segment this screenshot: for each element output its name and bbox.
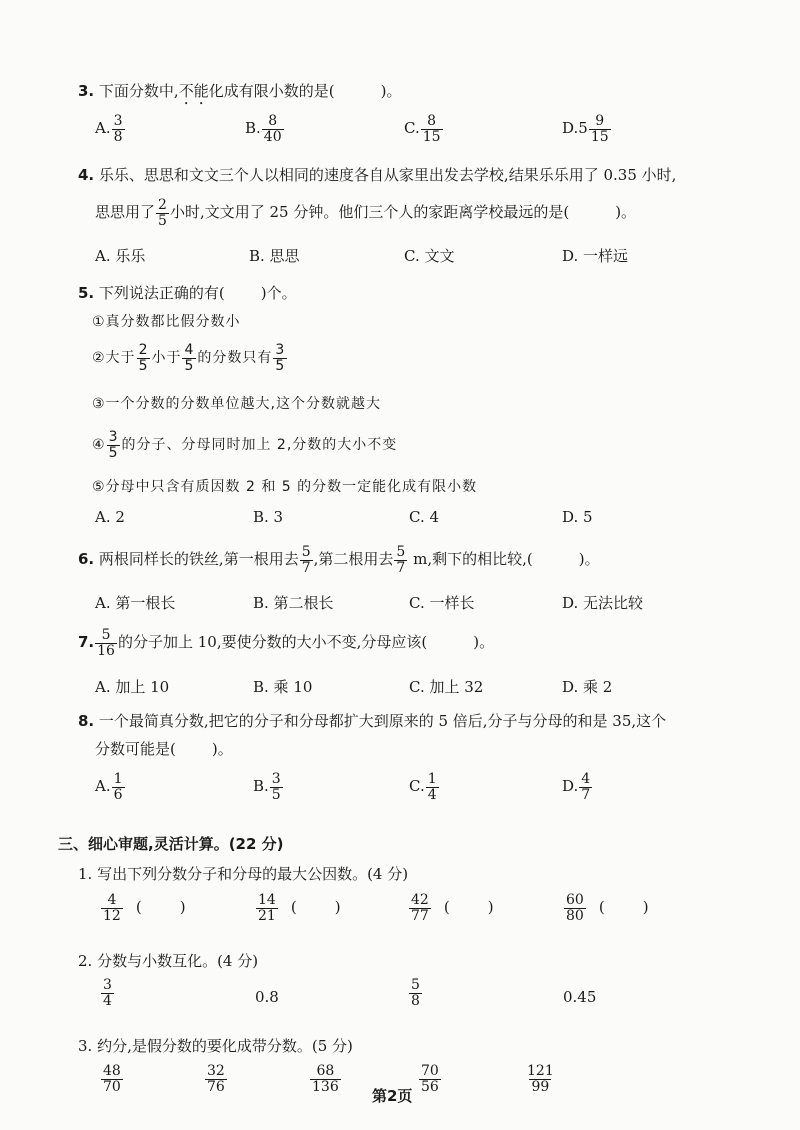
q8-option-a[interactable]: A. $\frac{1}{6}$: [95, 771, 123, 803]
convert-item-2: 0.8: [255, 988, 279, 1006]
q4-stem-line1: 4. 乐乐、思思和文文三个人以相同的速度各自从家里出发去学校,结果乐乐用了 0.35 小时,: [78, 166, 677, 184]
q5-statement-4: ④ $\frac{3}{5}$ 的分子、分母同时加上 2,分数的大小不变: [92, 429, 398, 461]
q4-number: 4.: [78, 166, 95, 184]
q4-option-a[interactable]: A. 乐乐: [95, 247, 146, 265]
gcd-item-4: $\frac{60}{80}$ ( ): [566, 892, 649, 924]
gcd-item-2: $\frac{14}{21}$ ( ): [258, 892, 341, 924]
convert-item-3: $\frac{5}{8}$: [411, 977, 420, 1009]
q3-option-b[interactable]: B. $\frac{8}{40}$: [245, 113, 282, 145]
page-number: 第2页: [372, 1087, 413, 1105]
s3-problem3-title: 3. 约分,是假分数的要化成带分数。(5 分): [78, 1037, 353, 1055]
q6-option-c[interactable]: C. 一样长: [409, 594, 475, 612]
reduce-item-1: $\frac{48}{70}$: [103, 1063, 121, 1095]
q6-option-b[interactable]: B. 第二根长: [253, 594, 334, 612]
s3-problem2-title: 2. 分数与小数互化。(4 分): [78, 952, 259, 970]
s3-problem1-title: 1. 写出下列分数分子和分母的最大公因数。(4 分): [78, 865, 409, 883]
reduce-item-2: $\frac{32}{76}$: [207, 1063, 225, 1095]
q8-option-d[interactable]: D. $\frac{4}{7}$: [562, 771, 591, 803]
q8-option-b[interactable]: B. $\frac{3}{5}$: [253, 771, 281, 803]
gcd-item-1: $\frac{4}{12}$ ( ): [103, 892, 186, 924]
q7-stem: 7. $\frac{5}{16}$ 的分子加上 10,要使分数的大小不变,分母应该( )。: [78, 627, 495, 659]
q5-stem: 5. 下列说法正确的有( )个。: [78, 284, 297, 302]
q3-emphasis-1: 不: [178, 82, 194, 100]
reduce-item-4: $\frac{70}{56}$: [421, 1063, 439, 1095]
q5-number: 5.: [78, 284, 95, 302]
q4-option-c[interactable]: C. 文文: [404, 247, 455, 265]
fraction: $\frac{9}{15}$: [590, 113, 609, 145]
convert-item-4: 0.45: [563, 988, 597, 1006]
q3-text-end: )。: [380, 82, 402, 100]
q5-option-d[interactable]: D. 5: [562, 508, 593, 526]
q8-stem-line1: 8. 一个最简真分数,把它的分子和分母都扩大到原来的 5 倍后,分子与分母的和是 35,这个: [78, 712, 667, 730]
fraction: $\frac{8}{40}$: [263, 113, 282, 145]
q5-option-a[interactable]: A. 2: [95, 508, 125, 526]
fraction: $\frac{8}{15}$: [422, 113, 441, 145]
q5-option-b[interactable]: B. 3: [253, 508, 284, 526]
section3-title: 三、细心审题,灵活计算。(22 分): [58, 835, 284, 853]
q4-option-d[interactable]: D. 一样远: [562, 247, 629, 265]
q5-statement-3: ③一个分数的分数单位越大,这个分数就越大: [92, 396, 381, 412]
q5-statement-1: ①真分数都比假分数小: [92, 314, 241, 330]
q5-statement-2: ②大于 $\frac{2}{5}$ 小于 $\frac{4}{5}$ 的分数只有 $\frac{3}{5}$: [92, 342, 286, 374]
q6-number: 6.: [78, 550, 95, 569]
q6-option-d[interactable]: D. 无法比较: [562, 594, 644, 612]
q5-option-c[interactable]: C. 4: [409, 508, 440, 526]
q4-stem-line2: 思思用了 $\frac{2}{5}$ 小时,文文用了 25 分钟。他们三个人的家距离学校最远的是( )。: [95, 197, 637, 229]
q8-option-c[interactable]: C. $\frac{1}{4}$: [409, 771, 437, 803]
reduce-item-3: $\frac{68}{136}$: [312, 1063, 339, 1095]
convert-item-1: $\frac{3}{4}$: [103, 977, 112, 1009]
q7-option-a[interactable]: A. 加上 10: [95, 678, 170, 696]
fraction: $\frac{3}{8}$: [113, 113, 123, 145]
q7-option-d[interactable]: D. 乘 2: [562, 678, 613, 696]
q3-emphasis-2: 能: [193, 82, 209, 100]
q6-option-a[interactable]: A. 第一根长: [95, 594, 176, 612]
fraction: $\frac{2}{5}$: [158, 197, 167, 229]
q3-number: 3.: [78, 82, 95, 100]
q7-option-c[interactable]: C. 加上 32: [409, 678, 484, 696]
q3-option-d[interactable]: D.5 $\frac{9}{15}$: [562, 113, 609, 145]
q3-text-post: 化成有限小数的是(: [208, 82, 335, 100]
q8-stem-line2: 分数可能是( )。: [95, 740, 233, 758]
q7-number: 7.: [78, 633, 95, 652]
q7-option-b[interactable]: B. 乘 10: [253, 678, 313, 696]
q3-option-a[interactable]: A. $\frac{3}{8}$: [95, 113, 123, 145]
q3-text-pre: 下面分数中,: [98, 82, 179, 100]
q3-option-c[interactable]: C. $\frac{8}{15}$: [404, 113, 441, 145]
q8-number: 8.: [78, 712, 95, 730]
q5-statement-5: ⑤分母中只含有质因数 2 和 5 的分数一定能化成有限小数: [92, 479, 478, 495]
q6-stem: 6. 两根同样长的铁丝,第一根用去 $\frac{5}{7}$ ,第二根用去 $\frac{5}{7}$ m,剩下的相比较,( )。: [78, 544, 600, 576]
reduce-item-5: $\frac{121}{99}$: [527, 1063, 554, 1095]
q3-stem: [78, 80, 401, 101]
q4-option-b[interactable]: B. 思思: [249, 247, 300, 265]
gcd-item-3: $\frac{42}{77}$ ( ): [411, 892, 494, 924]
